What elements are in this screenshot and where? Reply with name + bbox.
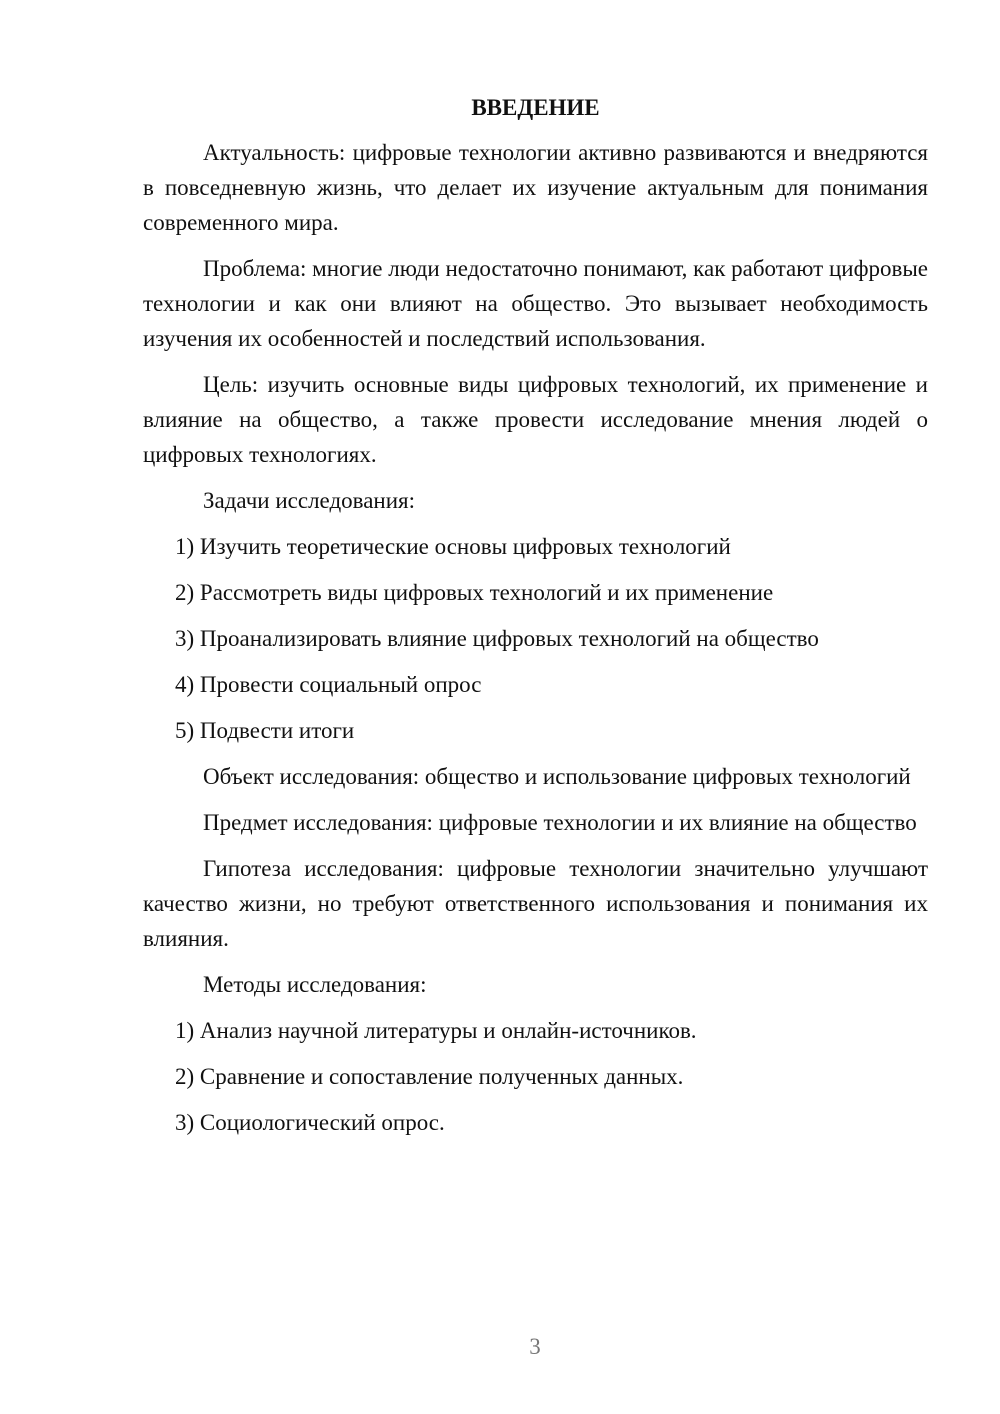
goal-paragraph: Цель: изучить основные виды цифровых технологий, их применение и влияние на общество, а также провести исследование мнения людей о цифровых технологиях. [143,372,928,467]
relevance-paragraph: Актуальность: цифровые технологии активно развиваются и внедряются в повседневную жизнь, что делает их изучение актуальным для понимания современного мира. [143,140,928,235]
methods-heading: Методы исследования: [203,972,427,997]
task-item: 4) Провести социальный опрос [175,672,482,697]
task-item: 3) Проанализировать влияние цифровых технологий на общество [175,626,819,651]
page-number: 3 [529,1334,541,1359]
task-item: 2) Рассмотреть виды цифровых технологий и их применение [175,580,774,605]
object-paragraph: Объект исследования: общество и использование цифровых технологий [203,764,911,789]
method-item: 3) Социологический опрос. [175,1110,445,1135]
problem-paragraph: Проблема: многие люди недостаточно понимают, как работают цифровые технологии и как они влияют на общество. Это вызывает необходимость изучения их особенностей и последствий использования. [143,256,928,351]
hypothesis-paragraph: Гипотеза исследования: цифровые технологии значительно улучшают качество жизни, но требуют ответственного использования и понимания их влияния. [143,856,928,951]
task-item: 1) Изучить теоретические основы цифровых технологий [175,534,731,559]
page-content [143,90,928,1151]
method-item: 2) Сравнение и сопоставление полученных данных. [175,1064,684,1089]
method-item: 1) Анализ научной литературы и онлайн-источников. [175,1018,697,1043]
tasks-heading: Задачи исследования: [203,488,416,513]
section-title: ВВЕДЕНИЕ [471,95,600,120]
task-item: 5) Подвести итоги [175,718,355,743]
subject-paragraph: Предмет исследования: цифровые технологии и их влияние на общество [203,810,917,835]
